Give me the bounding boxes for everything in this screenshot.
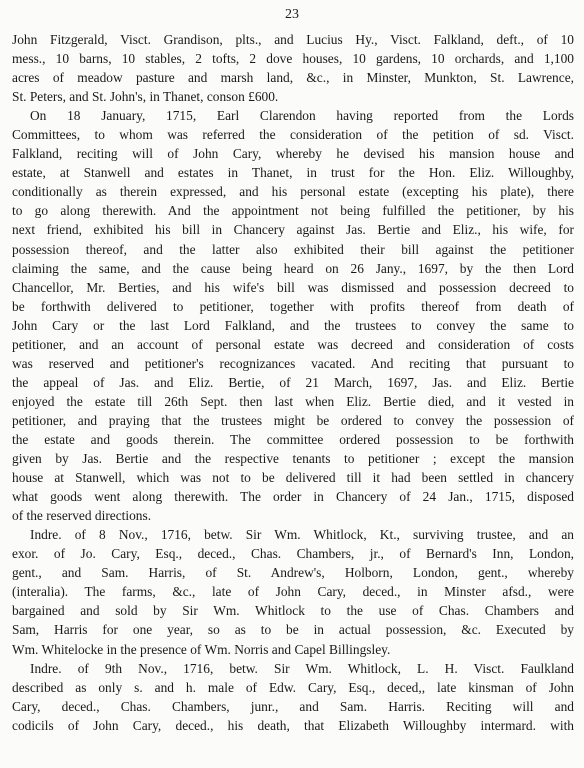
text-line: Falkland, reciting will of John Cary, whereby he devised his mansion house and bbox=[12, 146, 574, 162]
text-line: possession thereof, and the latter also exhibited their bill against the petitioner bbox=[12, 241, 574, 257]
text-line: enjoyed the estate till 26th Sept. then last when Eliz. Bertie died, and it vested in bbox=[12, 393, 574, 409]
text-line: exor. of Jo. Cary, Esq., deced., Chas. Chambers, jr., of Bernard's Inn, London, bbox=[12, 546, 574, 562]
text-line: described as only s. and h. male of Edw. Cary, Esq., deced,, late kinsman of John bbox=[12, 679, 574, 695]
text-line: petitioner, and an account of personal estate was decreed and consideration of costs bbox=[12, 336, 574, 352]
text-line: of the reserved directions. bbox=[12, 508, 152, 524]
body-text bbox=[12, 30, 574, 735]
text-line: given by Jas. Bertie and the respective tenants to petitioner ; except the mansion bbox=[12, 451, 574, 467]
page-number: 23 bbox=[285, 7, 299, 22]
text-line: petitioner, and praying that the trustees might be ordered to convey the possession of bbox=[12, 412, 574, 428]
text-line: be forthwith delivered to petitioner, together with profits thereof from death of bbox=[12, 298, 574, 314]
text-line: claiming the same, and the cause being heard on 26 Jany., 1697, by the then Lord bbox=[12, 260, 574, 276]
text-line: Indre. of 9th Nov., 1716, betw. Sir Wm. Whitlock, L. H. Visct. Faulkland bbox=[30, 660, 574, 676]
text-line: what goods went along therewith. The order in Chancery of 24 Jan., 1715, disposed bbox=[12, 489, 574, 505]
text-line: codicils of John Cary, deced., his death, that Elizabeth Willoughby intermard. with bbox=[12, 717, 574, 733]
text-line: estate, at Stanwell and estates in Thanet, in trust for the Hon. Eliz. Willoughby, bbox=[12, 165, 574, 181]
text-line: Wm. Whitelocke in the presence of Wm. Norris and Capel Billingsley. bbox=[12, 641, 391, 657]
text-line: conditionally as therein expressed, and his personal estate (excepting his plate), there bbox=[12, 184, 574, 200]
text-line: On 18 January, 1715, Earl Clarendon having reported from the Lords bbox=[30, 108, 574, 124]
text-line: Cary, deced., Chas. Chambers, junr., and Sam. Harris. Reciting will and bbox=[12, 698, 574, 714]
text-line: John Cary or the last Lord Falkland, and the trustees to convey the same to bbox=[12, 317, 574, 333]
text-line: Sam, Harris for one year, so as to be in actual possession, &c. Executed by bbox=[12, 622, 574, 638]
text-line: St. Peters, and St. John's, in Thanet, conson £600. bbox=[12, 89, 279, 105]
text-line: Chancellor, Mr. Berties, and his wife's bill was dismissed and possession decreed to bbox=[12, 279, 574, 295]
text-line: gent., and Sam. Harris, of St. Andrew's, Holborn, London, gent., whereby bbox=[12, 565, 574, 581]
text-line: house at Stanwell, which was not to be delivered till it had been settled in chancery bbox=[12, 470, 574, 486]
text-line: the appeal of Jas. and Eliz. Bertie, of 21 March, 1697, Jas. and Eliz. Bertie bbox=[12, 374, 574, 390]
text-line: was reserved and petitioner's recognizances vacated. And reciting that pursuant to bbox=[12, 355, 574, 371]
text-line: to go along therewith. And the appointment not being fulfilled the petitioner, by his bbox=[12, 203, 574, 219]
text-line: (interalia). The farms, &c., late of John Cary, deced., in Minster afsd., were bbox=[12, 584, 574, 600]
text-line: the estate and goods therein. The committee ordered possession to be forthwith bbox=[12, 431, 574, 447]
text-line: Committees, to whom was referred the consideration of the petition of sd. Visct. bbox=[12, 127, 574, 143]
text-line: bargained and sold by Sir Wm. Whitlock to the use of Chas. Chambers and bbox=[12, 603, 574, 619]
text-line: acres of meadow pasture and marsh land, &c., in Minster, Munkton, St. Lawrence, bbox=[12, 70, 574, 86]
text-line: mess., 10 barns, 10 stables, 2 tofts, 2 dove houses, 10 gardens, 10 orchards, and 1,100 bbox=[12, 51, 574, 67]
text-line: John Fitzgerald, Visct. Grandison, plts., and Lucius Hy., Visct. Falkland, deft., of 10 bbox=[12, 32, 574, 47]
text-line: next friend, exhibited his bill in Chancery against Jas. Bertie and Eliz., his wife, for bbox=[12, 222, 574, 238]
text-line: Indre. of 8 Nov., 1716, betw. Sir Wm. Whitlock, Kt., surviving trustee, and an bbox=[30, 527, 574, 543]
